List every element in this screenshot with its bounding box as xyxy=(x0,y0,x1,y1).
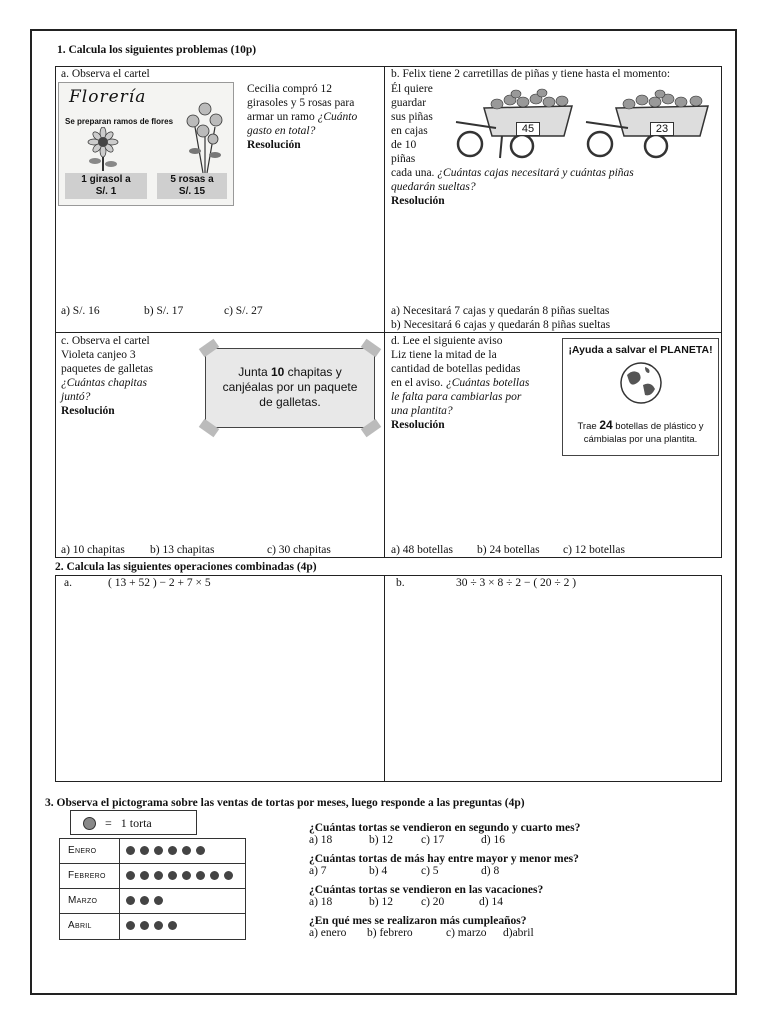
q1d-line: en el aviso. xyxy=(391,377,446,389)
q3-heading: 3. Observa el pictograma sobre las ventas de tortas por meses, luego responde a las preguntas (4p) xyxy=(45,797,525,809)
q1d-option: b) 24 botellas xyxy=(477,544,540,556)
q1c-option: b) 13 chapitas xyxy=(150,544,215,556)
q3-option: d)abril xyxy=(503,927,534,939)
q3-option: d) 14 xyxy=(479,896,503,908)
q1a-option: a) S/. 16 xyxy=(61,305,100,317)
q1b-question: ¿Cuántas cajas necesitará y cuántas piñas xyxy=(437,167,634,179)
torta-dots xyxy=(126,896,168,908)
q1b-line: cada una. xyxy=(391,167,438,179)
sunflower-icon xyxy=(83,127,123,171)
torta-dot-icon xyxy=(126,846,135,855)
q1d-label: d. Lee el siguiente aviso xyxy=(391,335,503,347)
sign-text: de galletas. xyxy=(259,395,321,409)
q3-option: b) 12 xyxy=(369,834,393,846)
q1c-label: c. Observa el cartel xyxy=(61,335,150,347)
floreria-title: Florería xyxy=(69,87,147,107)
q1a-option: b) S/. 17 xyxy=(144,305,184,317)
q1b-resolucion: Resolución xyxy=(391,195,445,207)
price-rosas xyxy=(157,173,227,199)
q3-option: c) 20 xyxy=(421,896,445,908)
roses-icon xyxy=(183,101,227,173)
q1c-line: paquetes de galletas xyxy=(61,363,153,375)
price-girasol-line2: S/. 1 xyxy=(95,186,117,197)
q3-option: b) febrero xyxy=(367,927,413,939)
sign-number: 10 xyxy=(270,365,285,379)
q1a-line: Cecilia compró 12 xyxy=(247,83,332,95)
q3-option: d) 16 xyxy=(481,834,505,846)
q1a-text xyxy=(247,82,382,152)
q1d-option: a) 48 botellas xyxy=(391,544,453,556)
torta-dots xyxy=(126,871,238,883)
torta-dot-icon xyxy=(154,896,163,905)
q1b-option: a) Necesitará 7 cajas y quedarán 8 piñas sueltas xyxy=(391,305,610,317)
q3-options xyxy=(309,865,719,884)
torta-dot-icon xyxy=(140,846,149,855)
q1b-line: sus piñas xyxy=(391,111,433,123)
q1c-resolucion: Resolución xyxy=(61,405,115,417)
q3-question: ¿Cuántas tortas se vendieron en segundo y cuarto mes? xyxy=(309,822,581,834)
q2b-expression: 30 ÷ 3 × 8 ÷ 2 − ( 20 ÷ 2 ) xyxy=(456,577,577,589)
sign-text: cámbialas por una plantita. xyxy=(583,434,698,445)
sign-text: botellas de plástico y xyxy=(612,421,704,432)
price-girasol-line1: 1 girasol a xyxy=(81,174,131,185)
torta-dot-icon xyxy=(168,846,177,855)
q1d-option: c) 12 botellas xyxy=(563,544,625,556)
torta-dot-icon xyxy=(140,896,149,905)
sign-text: Junta xyxy=(238,365,271,379)
q3-option: c) 17 xyxy=(421,834,445,846)
torta-dot-icon xyxy=(224,871,233,880)
q1c-option: a) 10 chapitas xyxy=(61,544,125,556)
floreria-subtitle: Se preparan ramos de flores xyxy=(65,117,174,126)
q1a-question: ¿Cuánto xyxy=(317,111,358,123)
q3-options xyxy=(309,927,719,946)
torta-dot-icon xyxy=(182,846,191,855)
price-rosas-line2: S/. 15 xyxy=(178,186,206,197)
q2b-label: b. xyxy=(396,577,405,589)
q1d-text xyxy=(391,334,556,432)
q1-heading: 1. Calcula los siguientes problemas (10p) xyxy=(57,44,257,56)
q1b-line: en cajas xyxy=(391,125,428,137)
q3-question: ¿Cuántas tortas de más hay entre mayor y menor mes? xyxy=(309,853,579,865)
cart2-count: 23 xyxy=(650,122,674,136)
q3-option: c) marzo xyxy=(446,927,487,939)
q3-question: ¿Cuántas tortas se vendieron en las vacaciones? xyxy=(309,884,544,896)
q1a-question-cont: gasto en total? xyxy=(247,125,316,137)
month-label: Enero xyxy=(60,839,120,863)
q1d-line: Liz tiene la mitad de la xyxy=(391,349,497,361)
planeta-text xyxy=(563,419,718,446)
q1a-option: c) S/. 27 xyxy=(224,305,263,317)
q1a-line: armar un ramo xyxy=(247,111,318,123)
q1c-line: Violeta canjeo 3 xyxy=(61,349,136,361)
q1b-line: Él quiere xyxy=(391,83,433,95)
q3-question: ¿En qué mes se realizaron más cumpleaños? xyxy=(309,915,527,927)
pictogram-row xyxy=(60,864,245,889)
torta-dots xyxy=(126,846,210,858)
q1a-line: girasoles y 5 rosas para xyxy=(247,97,355,109)
q1c-question: ¿Cuántas chapitas xyxy=(61,377,147,389)
q1b-line: guardar xyxy=(391,97,427,109)
torta-dot-icon xyxy=(140,871,149,880)
q3-options xyxy=(309,896,719,915)
q3-option: b) 12 xyxy=(369,896,393,908)
torta-dots xyxy=(126,921,182,933)
month-label: Marzo xyxy=(60,889,120,913)
q1a-label: a. Observa el cartel xyxy=(61,68,150,80)
torta-dot-icon xyxy=(154,846,163,855)
sign-text: chapitas y xyxy=(284,365,342,379)
q3-questions xyxy=(309,822,719,946)
q1c-option: c) 30 chapitas xyxy=(267,544,331,556)
q3-option: a) 18 xyxy=(309,834,333,846)
cart1-count: 45 xyxy=(516,122,540,136)
q1b-question-block xyxy=(391,166,716,208)
q1b-line: piñas xyxy=(391,153,416,165)
torta-dot-icon xyxy=(83,817,96,830)
q1b-question-cont: quedarán sueltas? xyxy=(391,181,476,193)
pictogram-row xyxy=(60,839,245,864)
q1b-line: de 10 xyxy=(391,139,417,151)
q1a-resolucion: Resolución xyxy=(247,139,301,151)
q1d-question-cont: le falta para cambiarlas por xyxy=(391,391,522,403)
torta-dot-icon xyxy=(210,871,219,880)
q1b-text xyxy=(391,82,433,166)
torta-dot-icon xyxy=(168,871,177,880)
q1c-text xyxy=(61,334,201,418)
q2a-expression: ( 13 + 52 ) − 2 + 7 × 5 xyxy=(108,577,211,589)
torta-dot-icon xyxy=(168,921,177,930)
galletas-sign-text xyxy=(206,365,374,410)
pictogram-row xyxy=(60,889,245,914)
torta-dot-icon xyxy=(196,871,205,880)
q3-option: a) enero xyxy=(309,927,347,939)
torta-dot-icon xyxy=(154,921,163,930)
torta-dot-icon xyxy=(126,921,135,930)
sign-text: canjéalas por un paquete xyxy=(222,380,358,394)
q2a-label: a. xyxy=(64,577,72,589)
q3-options xyxy=(309,834,719,853)
pictogram-legend xyxy=(70,810,197,835)
sign-number: 24 xyxy=(599,418,613,432)
month-label: Abril xyxy=(60,914,120,939)
q1b-label: b. Felix tiene 2 carretillas de piñas y tiene hasta el momento: xyxy=(391,68,671,80)
torta-dot-icon xyxy=(126,896,135,905)
q3-option: b) 4 xyxy=(369,865,388,877)
planeta-title: ¡Ayuda a salvar el PLANETA! xyxy=(568,344,713,356)
price-rosas-line1: 5 rosas a xyxy=(170,174,214,185)
torta-dot-icon xyxy=(196,846,205,855)
q3-option: a) 18 xyxy=(309,896,333,908)
pictogram-table xyxy=(59,838,246,940)
q2-grid xyxy=(55,575,722,782)
torta-dot-icon xyxy=(154,871,163,880)
torta-dot-icon xyxy=(140,921,149,930)
globe-icon xyxy=(619,361,663,405)
q1d-resolucion: Resolución xyxy=(391,419,445,431)
floreria-sign xyxy=(58,82,234,206)
q1d-question-cont: una plantita? xyxy=(391,405,453,417)
torta-dot-icon xyxy=(182,871,191,880)
month-label: Febrero xyxy=(60,864,120,888)
q3-option: c) 5 xyxy=(421,865,439,877)
legend-text: = 1 torta xyxy=(105,816,152,830)
sign-text: Trae xyxy=(577,421,600,432)
pictogram-row xyxy=(60,914,245,939)
q1c-question-cont: juntó? xyxy=(61,391,91,403)
galletas-sign xyxy=(205,348,375,428)
q3-option: d) 8 xyxy=(481,865,500,877)
q1d-line: cantidad de botellas pedidas xyxy=(391,363,521,375)
planeta-sign xyxy=(562,338,719,456)
q1b-option: b) Necesitará 6 cajas y quedarán 8 piñas sueltas xyxy=(391,319,611,331)
torta-dot-icon xyxy=(126,871,135,880)
q1d-question: ¿Cuántas botellas xyxy=(445,377,530,389)
price-girasol xyxy=(65,173,147,199)
q2-heading: 2. Calcula las siguientes operaciones combinadas (4p) xyxy=(55,561,317,573)
q3-option: a) 7 xyxy=(309,865,327,877)
